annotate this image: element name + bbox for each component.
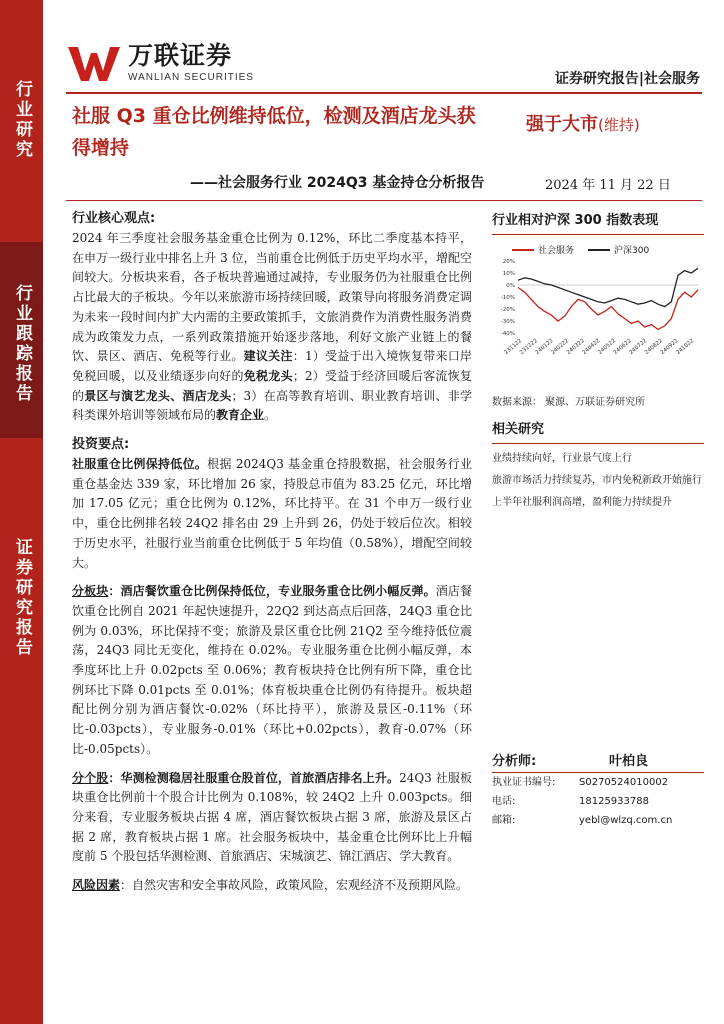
main-column xyxy=(72,209,472,905)
x-tick-label: 240822 xyxy=(644,337,665,357)
right-column xyxy=(492,209,704,514)
x-tick-label: 240422 xyxy=(581,337,602,357)
performance-chart xyxy=(492,239,704,375)
x-tick-label: 240322 xyxy=(565,337,586,357)
invest-heading: 投资要点: xyxy=(72,437,130,453)
rating-main: 强于大市 xyxy=(526,114,598,135)
analyst-cert: 执业证书编号: S0270524010002 xyxy=(492,777,669,788)
side-tab-securities-report: 证券研究报告 xyxy=(0,438,43,1024)
x-tick-label: 240222 xyxy=(550,337,571,357)
related-item[interactable]: 旅游市场活力持续复苏，市内免税新政开始施行 xyxy=(492,475,702,486)
y-tick-label: -30% xyxy=(500,319,515,325)
title-divider xyxy=(66,200,702,201)
report-subtitle: ——社会服务行业 2024Q3 基金持仓分析报告 xyxy=(190,175,485,191)
analyst-label: 分析师: xyxy=(492,754,537,769)
invest-point-1: 社服重仓比例保持低位。根据 2024Q3 基金重仓持股数据，社会服务行业重仓基金达 339 家，环比增加 26 家，持股总市值为 83.25 亿元，环比增加 17.05 亿元；重仓比例为 0.12%，环比持平。在 31 个申万一级行业中，重仓比例排名较 24Q2 排名由 29 上升到 26，仍处于较后位次。相较于历史水平，社服行业当前重仓比例低于 5 年均值（0.58%），增配空间较大。 xyxy=(72,457,472,570)
related-item[interactable]: 业绩持续向好，行业景气度上行 xyxy=(492,453,632,464)
y-tick-label: 10% xyxy=(502,271,515,277)
logo-name-cn: 万联证券 xyxy=(128,41,233,70)
x-tick-label: 231122 xyxy=(503,337,524,357)
legend-item-csi300: 沪深300 xyxy=(588,243,649,256)
y-tick-label: -40% xyxy=(500,331,515,337)
side-tab-industry-research: 行业研究 xyxy=(0,0,43,242)
analyst-block xyxy=(492,750,704,830)
rating xyxy=(526,110,640,136)
chart-plot xyxy=(492,239,704,375)
legend-item-social: 社会服务 xyxy=(512,243,574,256)
x-tick-label: 231222 xyxy=(518,337,539,357)
core-heading: 行业核心观点: xyxy=(72,211,156,226)
x-tick-label: 240722 xyxy=(628,337,649,357)
related-list xyxy=(492,448,704,514)
risk-factors: 风险因素：自然灾害和安全事故风险，政策风险，宏观经济不及预期风险。 xyxy=(72,878,469,893)
analyst-email[interactable]: 邮箱: yebl@wlzq.com.cn xyxy=(492,815,673,826)
x-tick-label: 240522 xyxy=(597,337,618,357)
logo-name-en: WANLIAN SECURITIES xyxy=(128,72,254,83)
related-heading: 相关研究 xyxy=(492,422,545,437)
chart-heading: 行业相对沪深 300 指数表现 xyxy=(492,213,659,228)
y-tick-label: -10% xyxy=(500,295,515,301)
rating-sub: (维持) xyxy=(598,116,640,134)
x-tick-label: 241022 xyxy=(675,337,696,357)
side-tab-tracking-report: 行业跟踪报告 xyxy=(0,242,43,438)
report-category: 证券研究报告|社会服务 xyxy=(554,71,700,87)
csi300-line xyxy=(518,268,698,306)
chart-legend xyxy=(512,243,663,256)
analyst-name: 叶柏良 xyxy=(608,754,648,769)
report-title: 社服 Q3 重仓比例维持低位，检测及酒店龙头获得增持 xyxy=(72,105,476,159)
social-service-line xyxy=(518,287,698,329)
analyst-phone: 电话: 18125933788 xyxy=(492,796,649,807)
logo-mark-icon xyxy=(66,43,122,83)
report-date: 2024 年 11 月 22 日 xyxy=(545,178,671,193)
invest-point-3: 分个股：华测检测稳居社服重仓股首位，首旅酒店排名上升。24Q3 社服板块重仓比例前十个股合计比例为 0.108%，较 24Q2 上升 0.003pcts。细分来看，专业服务板块占据 4 席，酒店餐饮板块占据 3 席，旅游及景区占据 2 席，教育板块占据 1 席。社会服务板块中，基金重仓比例环比上升幅度前 5 个股包括华测检测、首旅酒店、宋城演艺、锦江酒店、学大教育。 xyxy=(72,770,472,864)
core-paragraph: 2024 年三季度社会服务基金重仓比例为 0.12%，环比二季度基本持平，在申万一级行业中排名上升 3 位，当前重仓比例低于历史平均水平，增配空间较大。分板块来看，各子板块普遍通过减持，专业服务仍为社服重仓比例占比最大的子板块。今年以来旅游市场持续回暖，政策导向将服务消费定调为未来一段时间内扩大内需的主要政策抓手，文旅消费作为消费性服务消费成为政策发力点，一系列政策措施开始逐步落地，利好文旅产业链上的餐饮、景区、酒店、免税等行业。建议关注：1）受益于出入境恢复带来口岸免税回暖，以及业绩逐步向好的免税龙头；2）受益于经济回暖后客流恢复的景区与演艺龙头、酒店龙头；3）在高等教育培训、职业教育培训、非学科类课外培训等领域布局的教育企业。 xyxy=(72,231,472,423)
header-divider xyxy=(66,92,702,94)
y-tick-label: 20% xyxy=(502,259,515,265)
x-tick-label: 240922 xyxy=(659,337,680,357)
invest-point-2: 分板块：酒店餐饮重仓比例保持低位，专业服务重仓比例小幅反弹。酒店餐饮重仓比例自 2021 年起快速提升，22Q2 到达高点后回落，24Q3 重仓比例为 0.03%，环比保持不变；旅游及景区重仓比例 21Q2 至今维持低位震荡，24Q3 同比无变化，维持在 0.02%。专业服务重仓比例小幅反弹，本季度环比上升 0.02pcts 至 0.06%；教育板块持仓比例有所下降，重仓比例环比下降 0.01pcts 至 0.01%；体育板块重仓比例仍有待提升。板块超配比例分别为酒店餐饮-0.02%（环比持平），旅游及景区-0.11%（环比-0.03pcts），专业服务-0.01%（环比+0.02pcts），教育-0.07%（环比-0.05pcts）。 xyxy=(72,584,472,756)
data-source: 数据来源： 聚源、万联证券研究所 xyxy=(492,397,646,408)
y-tick-label: 0% xyxy=(506,283,515,289)
y-tick-label: -20% xyxy=(500,307,515,313)
company-logo xyxy=(66,42,254,83)
x-tick-label: 240622 xyxy=(612,337,633,357)
related-item[interactable]: 上半年社服利润高增，盈利能力持续提升 xyxy=(492,497,672,508)
x-tick-label: 240122 xyxy=(534,337,555,357)
